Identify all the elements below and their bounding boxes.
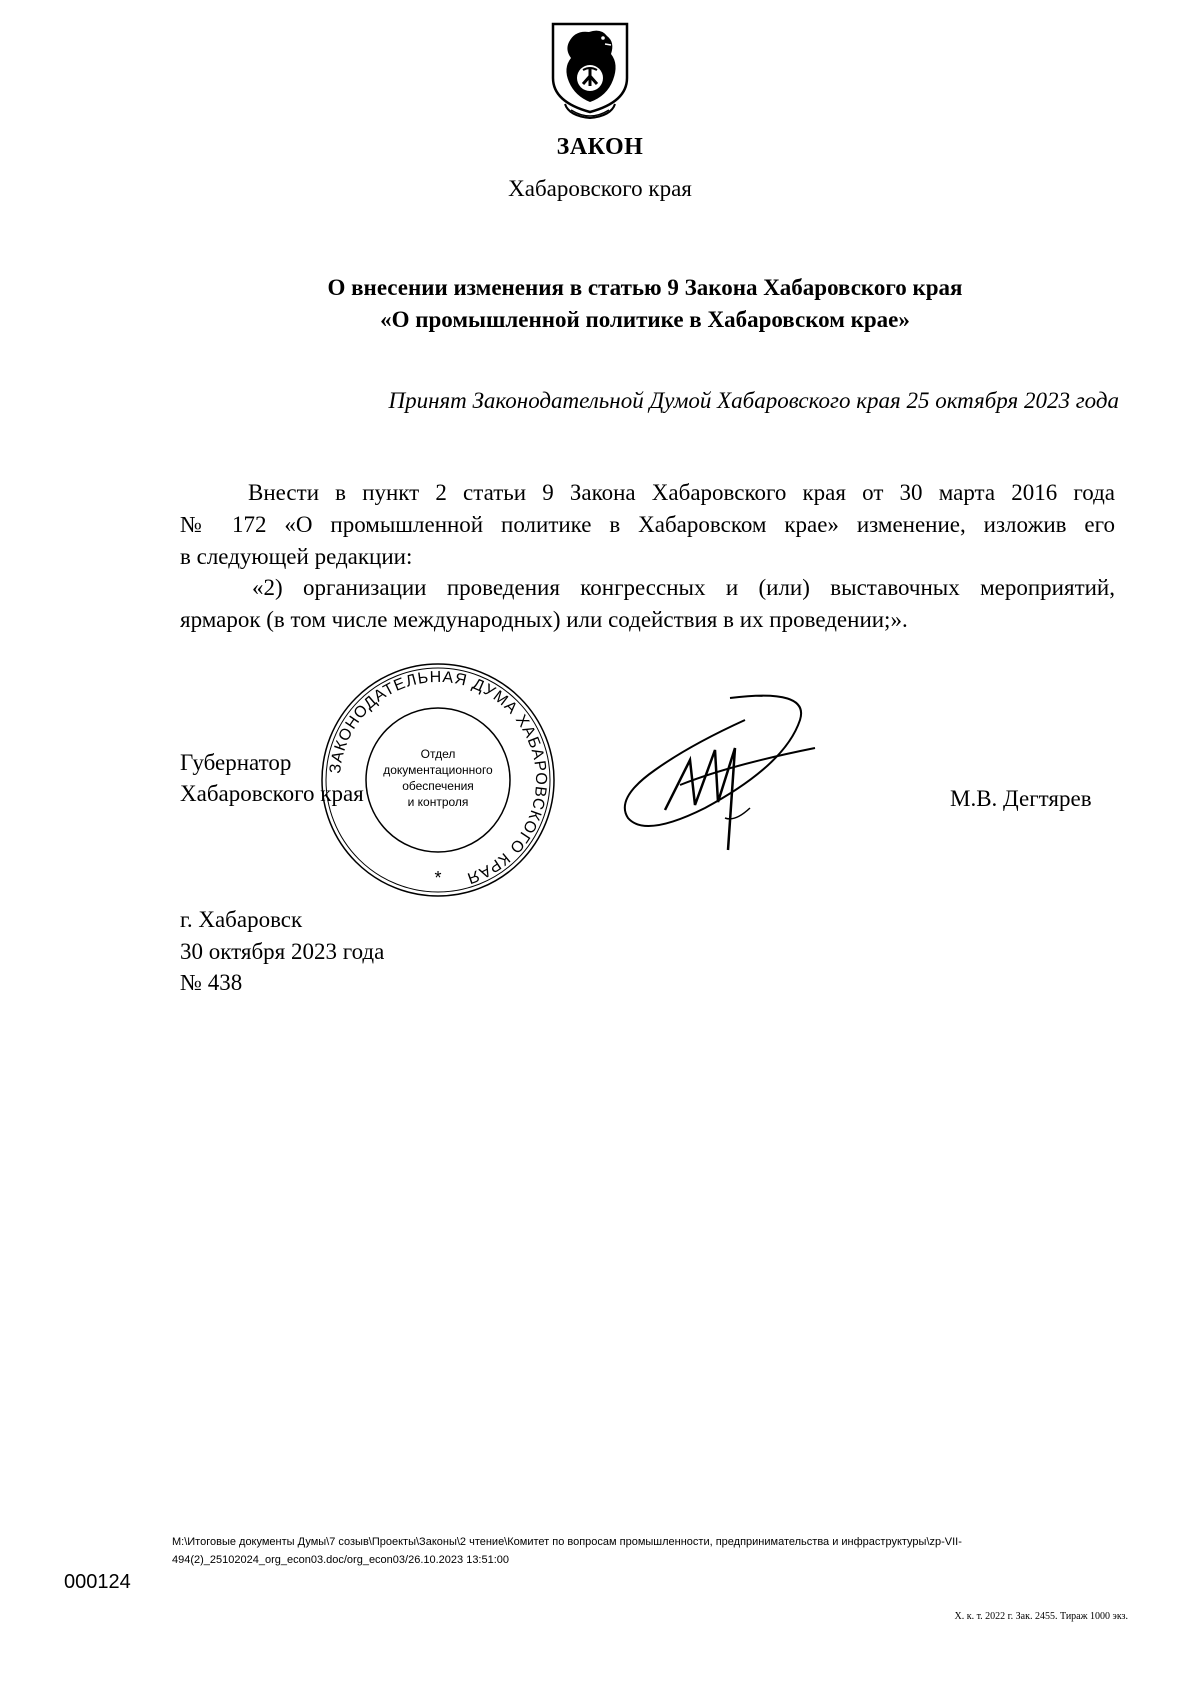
serial-number: 000124 — [64, 1571, 131, 1593]
body-paragraph-1-line-3: в следующей редакции: — [180, 544, 413, 569]
stamp-outer-text: ЗАКОНОДАТЕЛЬНАЯ ДУМА ХАБАРОВСКОГО КРАЯ — [327, 668, 550, 887]
stamp-inner-line-2: документационного — [383, 763, 493, 777]
signing-city: г. Хабаровск — [180, 907, 303, 932]
signer-title-line-2: Хабаровского края — [180, 781, 364, 806]
stamp-star: * — [434, 868, 442, 888]
body-paragraph-1-line-1: Внести в пункт 2 статьи 9 Закона Хабаровского края от 30 марта 2016 года — [248, 480, 1115, 505]
body-paragraph-2-line-1: «2) организации проведения конгрессных и (или) выставочных мероприятий, — [252, 575, 1115, 600]
document-title-line-2: «О промышленной политике в Хабаровском крае» — [380, 307, 910, 332]
body-paragraph-2-line-2: ярмарок (в том числе международных) или содействия в их проведении;». — [180, 607, 908, 632]
handwritten-signature-icon — [610, 690, 825, 860]
signer-title-line-1: Губернатор — [180, 750, 292, 775]
print-info: Х. к. т. 2022 г. Зак. 2455. Тираж 1000 экз. — [954, 1611, 1128, 1622]
stamp-inner-line-4: и контроля — [407, 795, 469, 809]
document-title-line-1: О внесении изменения в статью 9 Закона Хабаровского края — [327, 275, 963, 300]
stamp-inner-line-3: обеспечения — [402, 779, 474, 793]
stamp-inner-line-1: Отдел — [420, 747, 456, 761]
file-path-line-1: M:\Итоговые документы Думы\7 созыв\Проекты\Законы\2 чтение\Комитет по вопросам промышленности, предпринимательства и инфраструктуры\zp-VII- — [172, 1536, 962, 1548]
law-number: № 438 — [180, 970, 243, 995]
document-region: Хабаровского края — [508, 176, 692, 201]
signer-name: М.В. Дегтярев — [950, 786, 1092, 811]
file-path-line-2: 494(2)_25102024_org_econ03.doc/org_econ03/26.10.2023 13:51:00 — [172, 1554, 510, 1566]
signing-date: 30 октября 2023 года — [180, 939, 385, 964]
document-type: ЗАКОН — [556, 134, 644, 160]
body-paragraph-1-line-2: № 172 «О промышленной политике в Хабаровском крае» изменение, изложив его — [180, 512, 1115, 537]
coat-of-arms-icon — [545, 18, 635, 122]
adoption-note: Принят Законодательной Думой Хабаровского края 25 октября 2023 года — [388, 388, 1119, 413]
